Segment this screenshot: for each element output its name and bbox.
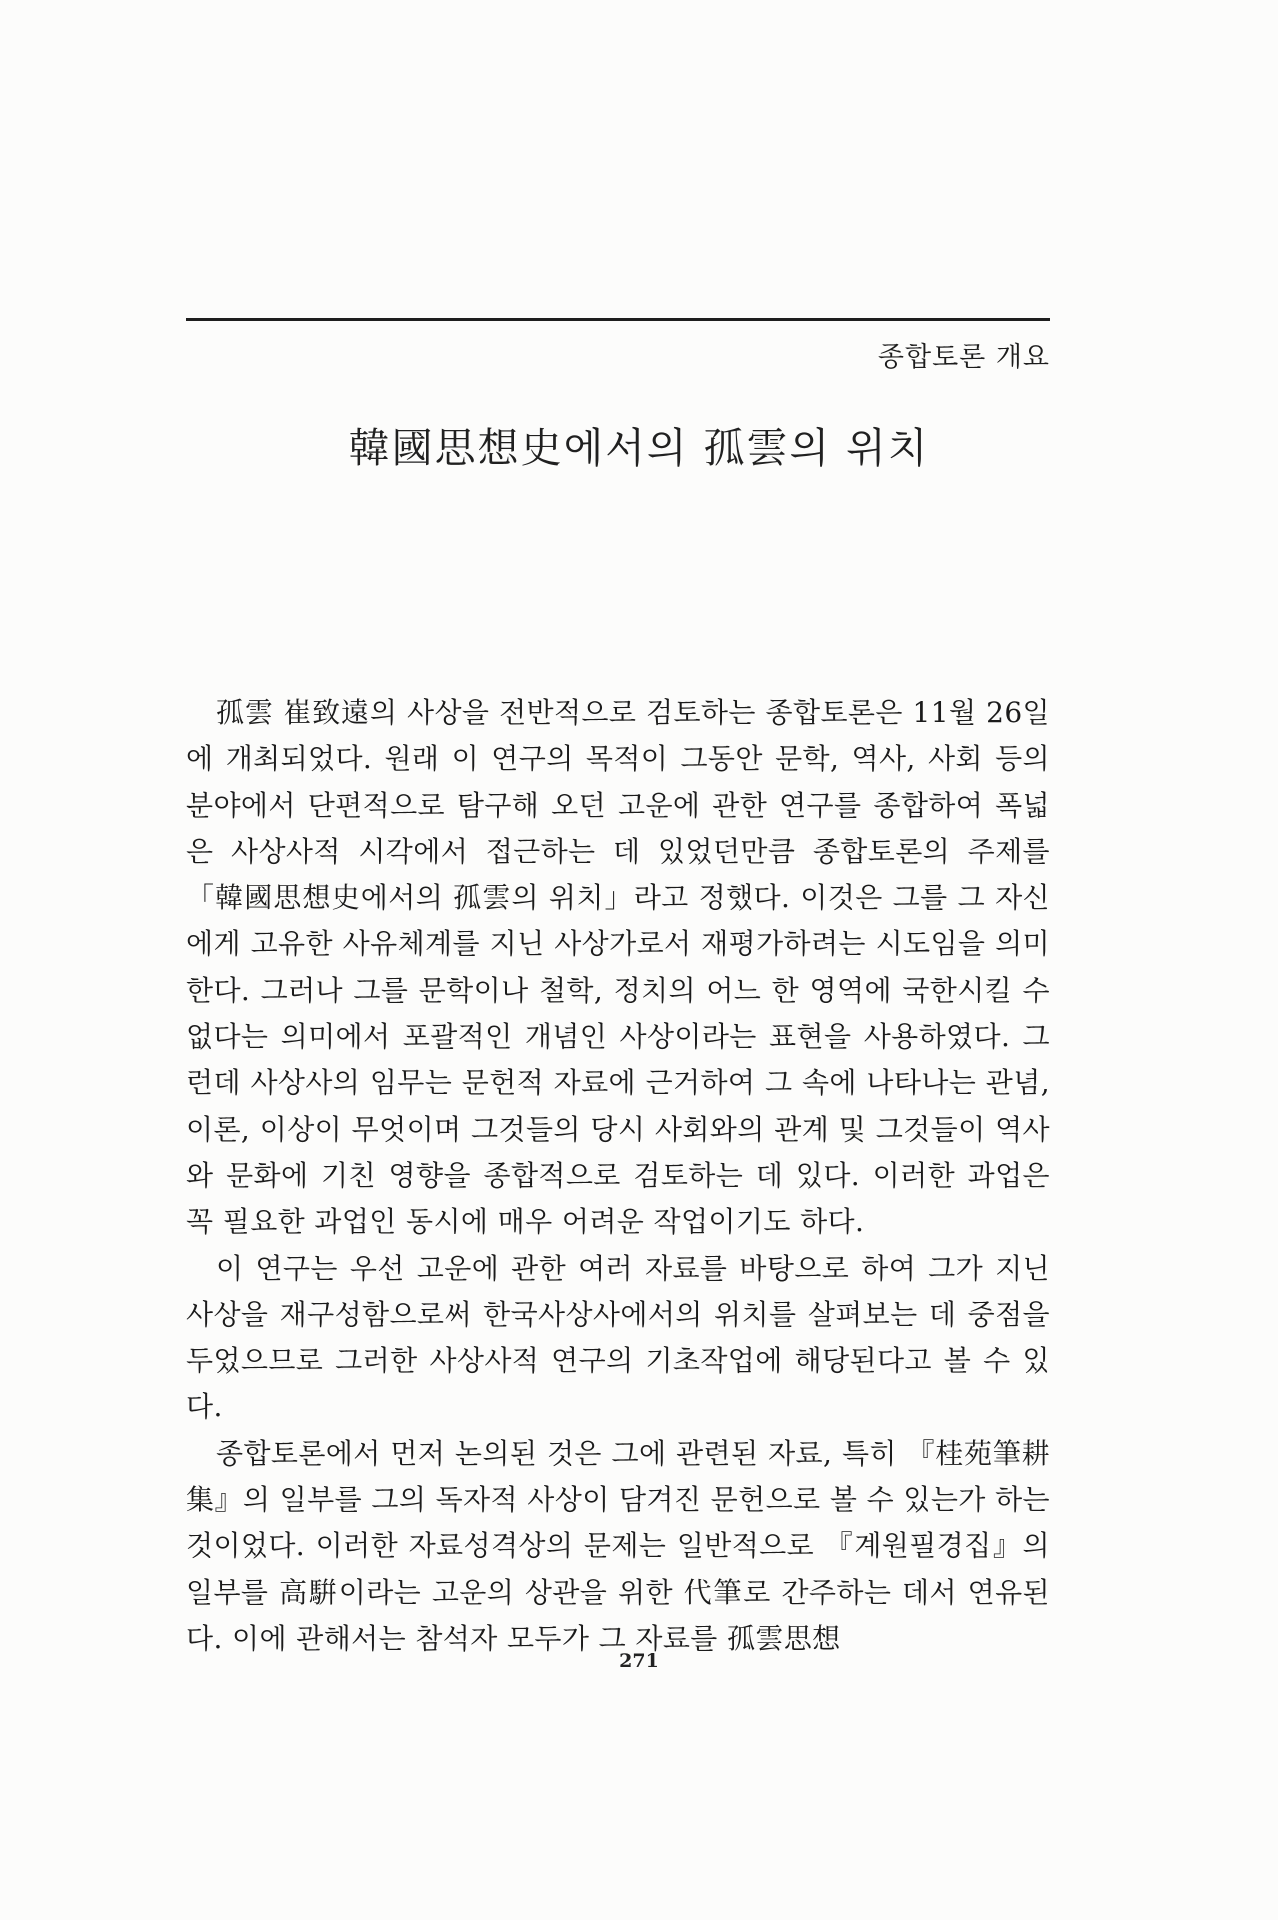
article-title: 韓國思想史에서의 孤雲의 위치	[348, 424, 930, 472]
body-paragraph-1: 孤雲 崔致遠의 사상을 전반적으로 검토하는 종합토론은 11월 26일에 개최되었다. 원래 이 연구의 목적이 그동안 문학, 역사, 사회 등의 분야에서 단편적으로 탐구해 오던 고운에 관한 연구를 종합하여 폭넓은 사상사적 시각에서 접근하는 데 있었던만큼 종합토론의 주제를 「韓國思想史에서의 孤雲의 위치」라고 정했다. 이것은 그를 그 자신에게 고유한 사유체계를 지닌 사상가로서 재평가하려는 시도임을 의미한다. 그러나 그를 문학이나 철학, 정치의 어느 한 영역에 국한시킬 수 없다는 의미에서 포괄적인 개념인 사상이라는 표현을 사용하였다. 그런데 사상사의 임무는 문헌적 자료에 근거하여 그 속에 나타나는 관념, 이론, 이상이 무엇이며 그것들의 당시 사회와의 관계 및 그것들이 역사와 문화에 기친 영향을 종합적으로 검토하는 데 있다. 이러한 과업은 꼭 필요한 과업인 동시에 매우 어려운 작업이기도 하다.	[186, 696, 1050, 1239]
header-rule	[186, 318, 1050, 321]
article-body	[186, 690, 1050, 1662]
body-paragraph-3: 종합토론에서 먼저 논의된 것은 그에 관련된 자료, 특히 『桂苑筆耕集』의 일부를 그의 독자적 사상이 담겨진 문헌으로 볼 수 있는가 하는 것이었다. 이러한 자료성격상의 문제는 일반적으로 『계원필경집』의 일부를 高騈이라는 고운의 상관을 위한 代筆로 간주하는 데서 연유된다. 이에 관해서는 참석자 모두가 그 자료를 孤雲思想	[186, 1436, 1050, 1655]
page-number: 271	[619, 1650, 659, 1672]
section-label: 종합토론 개요	[877, 342, 1050, 373]
body-paragraph-2: 이 연구는 우선 고운에 관한 여러 자료를 바탕으로 하여 그가 지닌 사상을 재구성함으로써 한국사상사에서의 위치를 살펴보는 데 중점을 두었으므로 그러한 사상사적 연구의 기초작업에 해당된다고 볼 수 있다.	[186, 1251, 1050, 1424]
